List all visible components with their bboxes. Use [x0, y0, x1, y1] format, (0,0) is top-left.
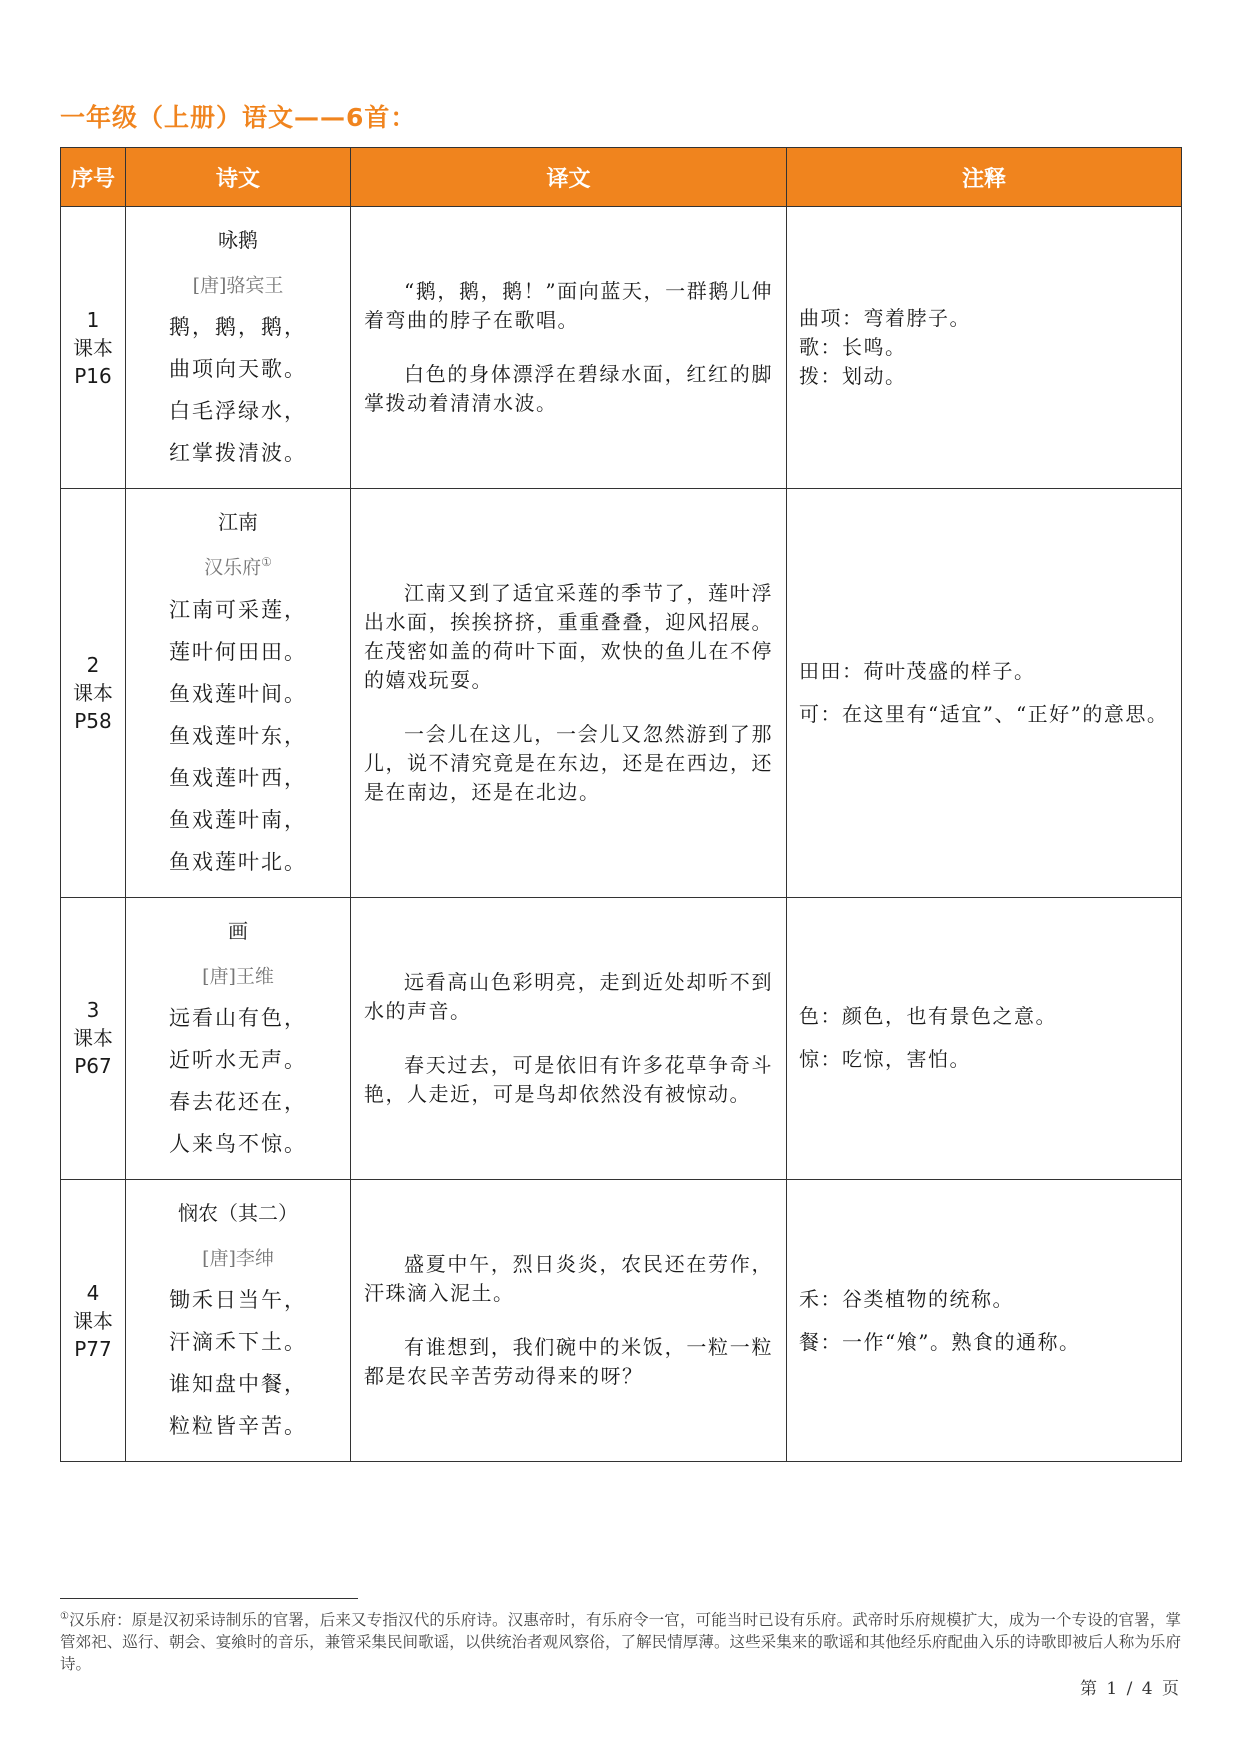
- row-number: 2: [86, 652, 100, 677]
- poem-line: 鹅，鹅，鹅，: [169, 315, 307, 340]
- translation-paragraph: 一会儿在这儿，一会儿又忽然游到了那儿，说不清究竟是在东边，还是在西边，还是在南边，还是在北边。: [364, 721, 773, 804]
- poem-line: 鱼戏莲叶东，: [169, 723, 307, 748]
- note-item: 可：在这里有“适宜”、“正好”的意思。: [799, 701, 1169, 726]
- footnote-marker: ①: [60, 1611, 70, 1622]
- translation-cell: [351, 1179, 787, 1461]
- translation-paragraph: 盛夏中午，烈日炎炎，农民还在劳作，汗珠滴入泥土。: [364, 1252, 773, 1306]
- column-header-poem: 诗文: [126, 148, 351, 207]
- poem-line: 谁知盘中餐，: [169, 1372, 307, 1397]
- poem-cell: [126, 897, 351, 1179]
- poem-title: 画: [228, 918, 248, 943]
- notes-cell: [787, 897, 1182, 1179]
- poem-cell: [126, 489, 351, 897]
- poem-line: 鱼戏莲叶南，: [169, 807, 307, 832]
- textbook-page: P77: [74, 1336, 112, 1361]
- poem-line: 粒粒皆辛苦。: [169, 1414, 307, 1439]
- poem-line: 近听水无声。: [169, 1047, 307, 1072]
- translation-cell: [351, 207, 787, 489]
- poem-title: 悯农（其二）: [178, 1200, 298, 1225]
- poem-cell: [126, 1179, 351, 1461]
- poems-table: [60, 147, 1182, 1462]
- table-row: [61, 489, 1182, 897]
- poem-line: 红掌拨清波。: [169, 441, 307, 466]
- footnote-text: 汉乐府：原是汉初采诗制乐的官署，后来又专指汉代的乐府诗。汉惠帝时，有乐府令一官，可能当时已设有乐府。武帝时乐府规模扩大，成为一个专设的官署，掌管郊祀、巡行、朝会、宴飨时的音乐，兼管采集民间歌谣，以供统治者观风察俗，了解民情厚薄。这些采集来的歌谣和其他经乐府配曲入乐的诗歌即被后人称为乐府诗。: [60, 1611, 1181, 1674]
- textbook-label: 课本: [73, 680, 113, 705]
- translation-paragraph: “鹅，鹅，鹅！”面向蓝天，一群鹅儿伸着弯曲的脖子在歌唱。: [364, 279, 773, 333]
- table-row: [61, 1179, 1182, 1461]
- poem-line: 远看山有色，: [169, 1005, 307, 1030]
- poem-line: 鱼戏莲叶西，: [169, 765, 307, 790]
- page-heading: 一年级（上册）语文——6首：: [60, 103, 417, 132]
- row-number-cell: [61, 489, 126, 897]
- row-number: 4: [86, 1280, 100, 1305]
- footnote-divider: [60, 1598, 358, 1599]
- poem-title: 咏鹅: [218, 228, 258, 252]
- row-number-cell: [61, 1179, 126, 1461]
- textbook-label: 课本: [73, 335, 113, 360]
- note-item: 惊：吃惊，害怕。: [799, 1047, 971, 1072]
- translation-paragraph: 江南又到了适宜采莲的季节了，莲叶浮出水面，挨挨挤挤，重重叠叠，迎风招展。在茂密如盖的荷叶下面，欢快的鱼儿在不停的嬉戏玩耍。: [364, 580, 773, 692]
- note-item: 歌：长鸣。: [799, 335, 907, 360]
- note-item: 餐：一作“飧”。熟食的通称。: [799, 1329, 1081, 1354]
- column-header-number: 序号: [61, 148, 126, 207]
- row-number-cell: [61, 207, 126, 489]
- poem-title: 江南: [218, 510, 258, 535]
- note-item: 田田：荷叶茂盛的样子。: [799, 658, 1036, 683]
- poem-line: 春去花还在，: [169, 1089, 307, 1114]
- row-number: 3: [86, 998, 100, 1023]
- note-item: 色：颜色，也有景色之意。: [799, 1004, 1057, 1029]
- poem-line: 曲项向天歌。: [169, 357, 307, 382]
- textbook-page: P16: [74, 363, 112, 388]
- footnote-marker: ①: [261, 555, 272, 570]
- footnote: [60, 1606, 1181, 1675]
- textbook-page: P58: [74, 708, 112, 733]
- row-number-cell: [61, 897, 126, 1179]
- textbook-label: 课本: [73, 1026, 113, 1051]
- table-row: [61, 897, 1182, 1179]
- note-item: 拨：划动。: [799, 364, 907, 389]
- textbook-label: 课本: [73, 1308, 113, 1333]
- column-header-translation: 译文: [351, 148, 787, 207]
- poem-author: 汉乐府①: [204, 555, 272, 579]
- poem-author: [唐]王维: [202, 964, 274, 987]
- note-item: 禾：谷类植物的统称。: [799, 1286, 1014, 1311]
- table-row: [61, 207, 1182, 489]
- textbook-page: P67: [74, 1054, 112, 1079]
- poem-author: [唐]骆宾王: [192, 274, 284, 297]
- poem-cell: [126, 207, 351, 489]
- poem-line: 锄禾日当午，: [169, 1288, 307, 1313]
- notes-cell: [787, 1179, 1182, 1461]
- translation-paragraph: 有谁想到，我们碗中的米饭，一粒一粒都是农民辛苦劳动得来的呀？: [364, 1335, 773, 1389]
- translation-cell: [351, 897, 787, 1179]
- poem-line: 汗滴禾下土。: [169, 1330, 307, 1355]
- poem-line: 莲叶何田田。: [169, 639, 307, 664]
- page-number: 第 1 / 4 页: [1080, 1679, 1181, 1699]
- notes-cell: [787, 489, 1182, 897]
- poem-line: 鱼戏莲叶北。: [169, 849, 307, 874]
- poem-author: [唐]李绅: [202, 1247, 274, 1270]
- translation-paragraph: 白色的身体漂浮在碧绿水面，红红的脚掌拨动着清清水波。: [364, 362, 773, 416]
- note-item: 曲项：弯着脖子。: [799, 306, 971, 331]
- poem-line: 江南可采莲，: [169, 597, 307, 622]
- column-header-notes: 注释: [787, 148, 1182, 207]
- poem-line: 人来鸟不惊。: [169, 1131, 307, 1156]
- translation-paragraph: 春天过去，可是依旧有许多花草争奇斗艳，人走近，可是鸟却依然没有被惊动。: [364, 1052, 773, 1106]
- notes-cell: [787, 207, 1182, 489]
- translation-paragraph: 远看高山色彩明亮，走到近处却听不到水的声音。: [364, 969, 773, 1023]
- translation-cell: [351, 489, 787, 897]
- poem-line: 白毛浮绿水，: [169, 399, 307, 424]
- poem-line: 鱼戏莲叶间。: [169, 681, 307, 706]
- table-header-row: [61, 148, 1182, 207]
- row-number: 1: [86, 307, 100, 332]
